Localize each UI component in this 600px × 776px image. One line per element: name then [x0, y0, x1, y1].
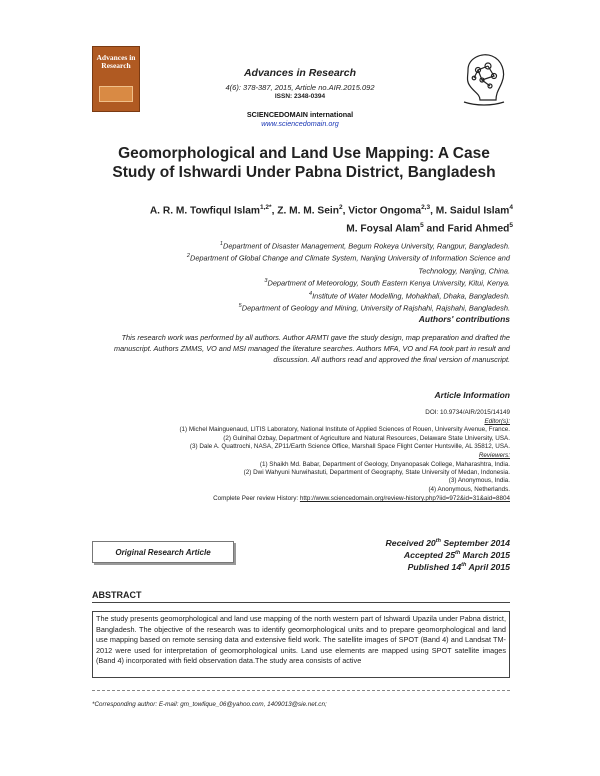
author-name: , Z. M. M. Sein [271, 205, 339, 217]
affiliation-sup: 4 [309, 290, 313, 297]
reviewer-item: (4) Anonymous, Netherlands. [428, 486, 510, 493]
affiliation-item [120, 264, 510, 276]
citation: 4(6): 378-387, 2015, Article no.AIR.2015.092 [225, 83, 375, 92]
author-name: , Victor Ongoma [342, 205, 422, 217]
received-month: September 2014 [440, 537, 510, 548]
received-text: Received 20 [385, 537, 436, 548]
cover-title: Advances in Research [96, 53, 136, 70]
corresponding-author-footnote: *Corresponding author: E-mail: gm_towfique_06@yahoo.com, 1409013@sie.net.cn; [92, 701, 327, 708]
affiliation-item [120, 239, 510, 251]
publisher-website-link[interactable]: www.sciencedomain.org [261, 119, 339, 128]
editors-label: Editor(s): [484, 418, 510, 425]
abstract-divider [92, 602, 510, 603]
article-title [95, 144, 513, 182]
affiliation-item [120, 289, 510, 301]
author-sup: 1,2* [260, 204, 272, 211]
date-sup: th [461, 562, 467, 568]
reviewer-item: (3) Anonymous, India. [448, 477, 510, 484]
author-name: M. Foysal Alam [346, 223, 421, 235]
accepted-text: Accepted 25 [403, 549, 456, 560]
editor-item: (1) Michel Mainguenaud, LITIS Laboratory, National Institute of Applied Sciences of Rouen, University Avenue, France. [179, 426, 510, 433]
title-line-1: Geomorphological and Land Use Mapping: A Case [118, 145, 490, 162]
cover-graphic [99, 86, 133, 102]
affiliation-text: Department of Disaster Management, Begum Rokeya University, Rangpur, Bangladesh. [222, 241, 510, 251]
article-info-heading: Article Information [434, 390, 510, 400]
reviewers-label: Reviewers: [478, 452, 510, 459]
author-name: and Farid Ahmed [423, 223, 510, 235]
author-list [95, 200, 513, 237]
article-type-badge: Original Research Article [92, 541, 234, 563]
author-line-1 [95, 200, 513, 218]
publisher-name: SCIENCEDOMAIN international [246, 110, 354, 119]
author-sup: 2 [338, 204, 343, 211]
author-line-2 [95, 218, 513, 236]
date-sup: th [435, 538, 441, 544]
affiliation-sup: 2 [186, 253, 190, 260]
reviewer-item: (1) Shaikh Md. Babar, Department of Geology, Dnyanopasak College, Maharashtra, India. [259, 461, 510, 468]
affiliation-text: Technology, Nanjing, China. [418, 266, 510, 276]
affiliation-text: Department of Meteorology, South Eastern Kenya University, Kitui, Kenya. [267, 278, 510, 288]
published-text: Published 14 [407, 561, 462, 572]
journal-cover-image [92, 46, 140, 112]
author-sup: 4 [509, 204, 513, 211]
issn: ISSN: 2348-0394 [274, 93, 326, 100]
affiliation-list [120, 239, 510, 314]
author-sup: 5 [420, 222, 424, 230]
journal-name: Advances in Research [243, 67, 357, 79]
contributions-text: This research work was performed by all authors. Author ARMTI gave the study design, map preparation and drafted the manuscript. Authors ZMMS, VO and MSI managed the literature searches. Authors MFA, VO and FA took part in result and discussion. All authors read and approved the final version of manuscript. [114, 333, 510, 364]
author-name: , M. Saidul Islam [430, 205, 510, 217]
abstract-text: The study presents geomorphological and land use mapping of the north western part of Ishwardi Upazila under Pabna district, Bangladesh. The objective of the research was to identify geomorphological units and to prepare geomorphological and land use mapping based on remote sensing data and extensive field work. The satellite images of SPOT (Band 4) and Landsat TM-2012 were used for interpretation of geomorphological units. Land use elements are mapped using SPOT satellite images (Band 4) incorporated with field observation data.The study area consists of active [92, 611, 510, 678]
reviewer-item: (2) Dwi Wahyuni Nurwihastuti, Department of Geography, State University of Medan, Indonesia. [243, 469, 510, 476]
affiliation-text: Institute of Water Modelling, Mohakhali, Dhaka, Bangladesh. [312, 291, 510, 301]
affiliation-item [120, 276, 510, 288]
affiliation-text: Department of Global Change and Climate System, Nanjing University of Information Science and [189, 253, 510, 263]
accepted-month: March 2015 [460, 549, 510, 560]
editor-item: (2) Gulnihal Ozbay, Department of Agriculture and Natural Resources, Delaware State University, USA. [223, 435, 510, 442]
affiliation-item [120, 251, 510, 263]
affiliation-sup: 3 [264, 278, 268, 285]
review-history-link[interactable]: http://www.sciencedomain.org/review-history.php?iid=972&id=31&aid=8804 [299, 495, 510, 502]
author-sup: 2,3 [421, 204, 431, 211]
footnote-divider [92, 690, 510, 691]
review-history-label: Complete Peer review History: [213, 495, 300, 502]
published-date [320, 559, 510, 573]
publisher-emblem [452, 48, 512, 110]
affiliation-sup: 5 [238, 303, 242, 310]
affiliation-text: Department of Geology and Mining, University of Rajshahi, Rajshahi, Bangladesh. [241, 303, 510, 313]
author-name: A. R. M. Towfiqul Islam [149, 205, 260, 217]
doi: DOI: 10.9734/AIR/2015/14149 [425, 409, 510, 416]
abstract-heading: ABSTRACT [92, 590, 142, 600]
review-history [92, 495, 510, 503]
author-sup: 5 [509, 222, 513, 230]
title-line-2: Study of Ishwardi Under Pabna District, Bangladesh [112, 164, 496, 181]
affiliation-item [120, 301, 510, 313]
affiliation-sup: 1 [219, 241, 223, 247]
published-month: April 2015 [466, 561, 510, 572]
editor-item: (3) Dale A. Quattrochi, NASA, ZP11/Earth Science Office, Marshall Space Flight Center Huntsville, AL 35812, USA. [189, 443, 510, 450]
date-sup: th [455, 550, 461, 556]
contributions-heading: Authors' contributions [418, 314, 510, 324]
